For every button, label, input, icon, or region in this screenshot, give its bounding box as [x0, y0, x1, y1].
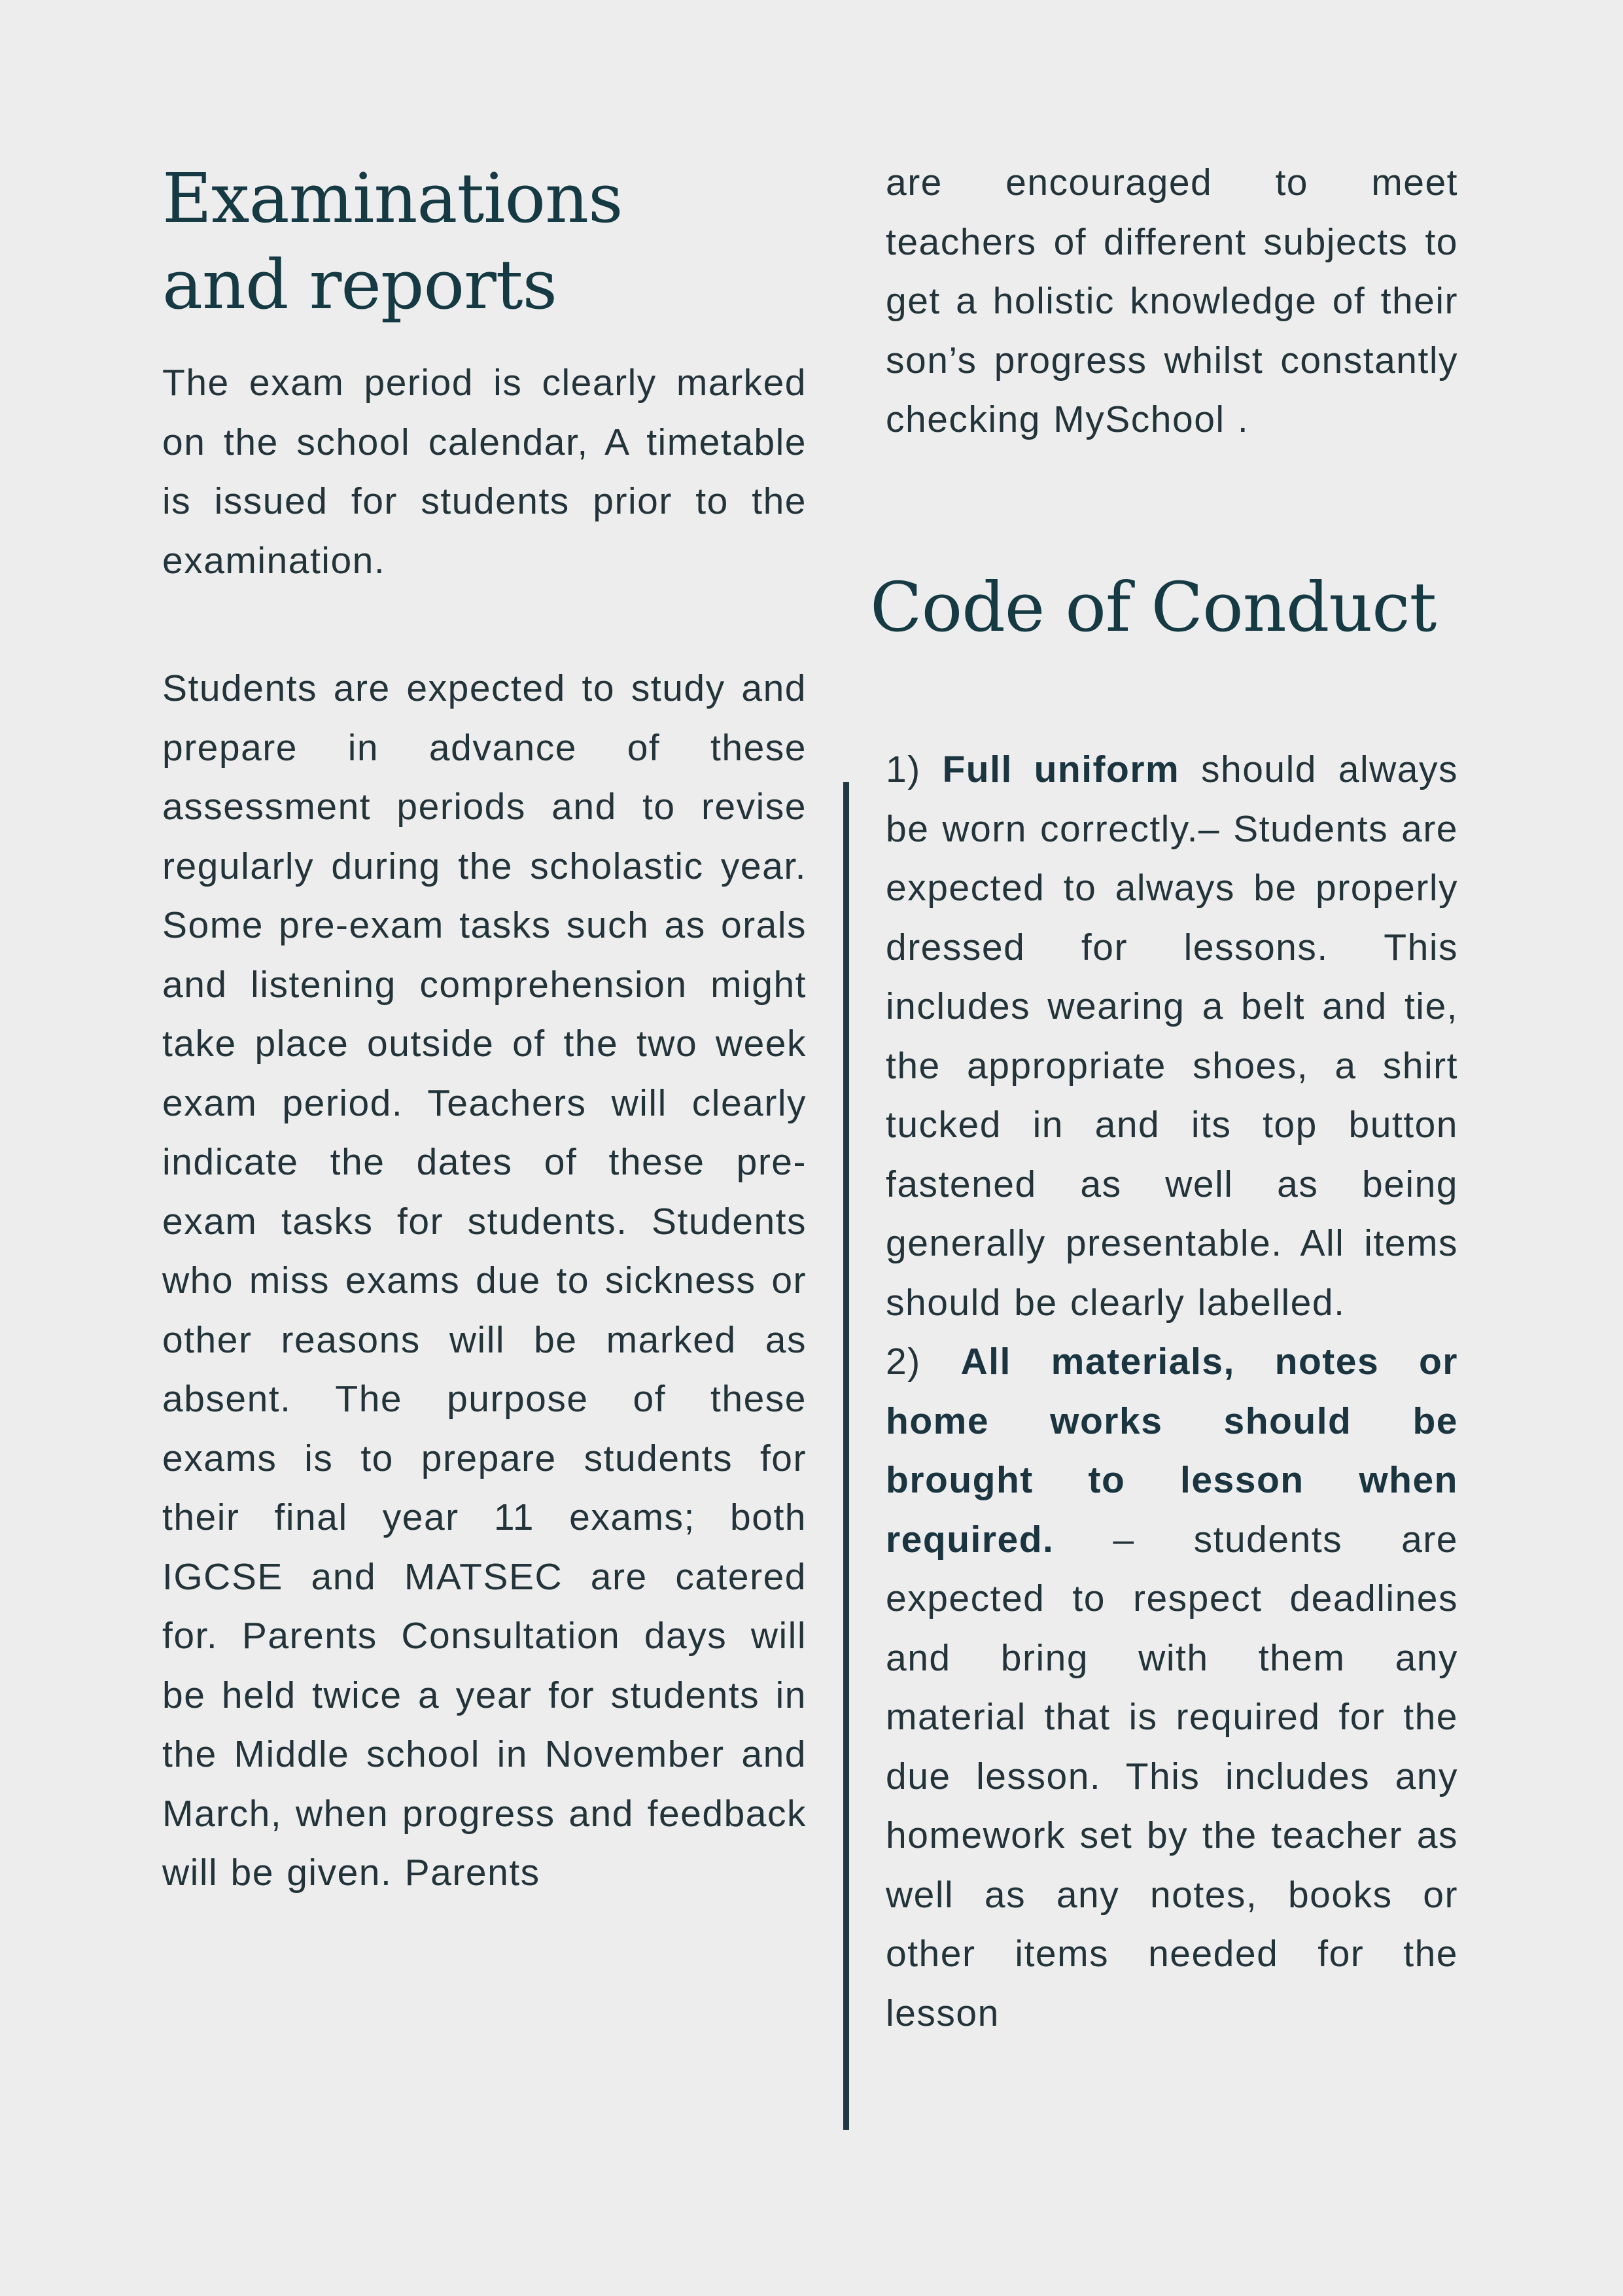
exams-body — [162, 353, 807, 1903]
rule-item — [886, 740, 1458, 1332]
conduct-heading: Code of Conduct — [870, 567, 1437, 647]
rule-text: should always be worn correctly.– Students are expected to always be properly dressed for lessons. This includes wearing a belt and tie, the appropriate shoes, a shirt tucked in and its top button fastened as well as being generally presentable. All items should be clearly labelled. — [886, 749, 1458, 1324]
rule-title: Full uniform — [942, 749, 1180, 790]
paragraph-gap — [162, 590, 807, 659]
rule-item — [886, 1332, 1458, 2043]
exams-heading: Examinations and reports — [162, 158, 623, 325]
rule-number: 2) — [886, 1341, 921, 1383]
rule-number: 1) — [886, 749, 921, 790]
continuation-block — [886, 153, 1458, 450]
rule-text: – students are expected to respect deadlines and bring with them any material that is required for the due lesson. This includes any homework set by the teacher as well as any notes, books or other items needed for the lesson — [886, 1518, 1458, 2034]
vertical-divider — [843, 782, 849, 2130]
conduct-rules — [886, 740, 1458, 2043]
exams-intro-paragraph: The exam period is clearly marked on the school calendar, A timetable is issued for students prior to the examination. — [162, 362, 807, 582]
rule-title: All materials, notes or home works should be brought to lesson when required. — [886, 1341, 1458, 1561]
exams-details-paragraph: Students are expected to study and prepare in advance of these assessment periods and to revise regularly during the scholastic year. Some pre-exam tasks such as orals and listening comprehension might take place outside of the two week exam period. Teachers will clearly indicate the dates of these pre-exam tasks for students. Students who miss exams due to sickness or other reasons will be marked as absent. The purpose of these exams is to prepare students for their final year 11 exams; both IGCSE and MATSEC are catered for. Parents Consultation days will be held twice a year for students in the Middle school in November and March, when progress and feedback will be given. Parents — [162, 667, 807, 1894]
continuation-paragraph: are encouraged to meet teachers of different subjects to get a holistic knowledge of their son’s progress whilst constantly checking MySchool . — [886, 162, 1458, 440]
